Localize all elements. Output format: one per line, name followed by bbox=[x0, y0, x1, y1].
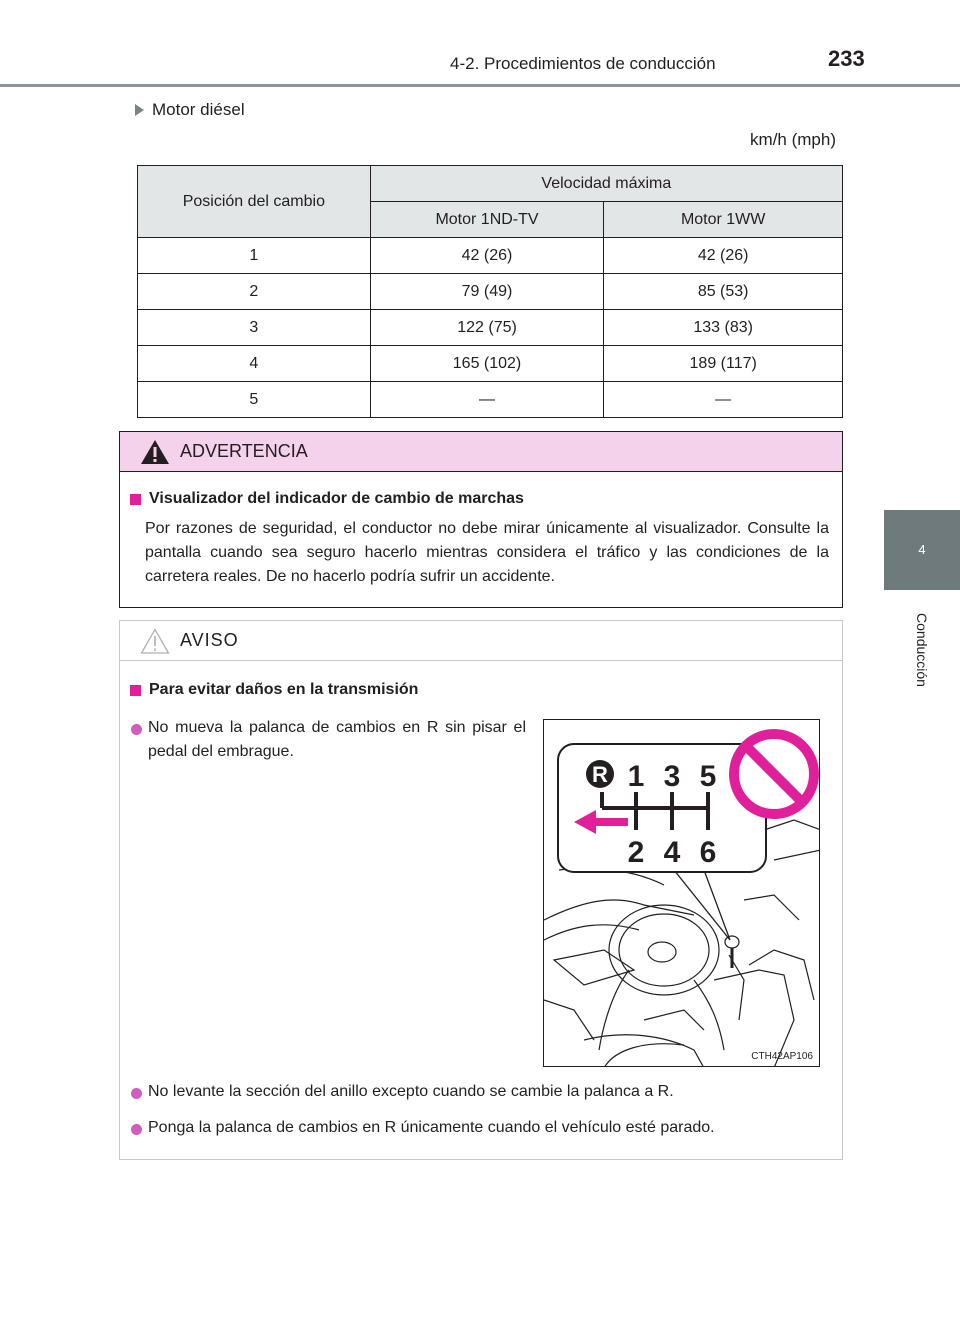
cell-engine-1: 122 (75) bbox=[370, 310, 604, 346]
gear-label-6: 6 bbox=[699, 836, 717, 869]
cell-engine-2: 42 (26) bbox=[604, 238, 843, 274]
notice-title: AVISO bbox=[180, 630, 239, 650]
circle-bullet-icon bbox=[131, 724, 142, 735]
section-title: 4-2. Procedimientos de conducción bbox=[450, 54, 716, 73]
table-header-row bbox=[138, 166, 843, 202]
gear-label-2: 2 bbox=[627, 836, 645, 869]
unit-label: km/h (mph) bbox=[750, 130, 836, 149]
header-max-speed: Velocidad máxima bbox=[370, 166, 842, 202]
gearshift-illustration bbox=[543, 719, 820, 1067]
subheading bbox=[135, 100, 245, 120]
chapter-label-text: Conducción bbox=[914, 613, 930, 687]
header-divider bbox=[0, 84, 960, 87]
circle-bullet-icon bbox=[131, 1088, 142, 1099]
warning-triangle-icon bbox=[140, 439, 170, 465]
table-row bbox=[138, 346, 843, 382]
header-engine-2: Motor 1WW bbox=[604, 202, 843, 238]
header-gear: Posición del cambio bbox=[138, 166, 371, 238]
gear-label-4: 4 bbox=[663, 836, 681, 869]
cell-gear: 1 bbox=[138, 238, 371, 274]
gear-label-r: R bbox=[592, 762, 608, 787]
table-row bbox=[138, 310, 843, 346]
notice-bullet-2: No levante la sección del anillo excepto cuando se cambie la palanca a R. bbox=[148, 1083, 674, 1100]
circle-bullet-icon bbox=[131, 1124, 142, 1135]
subheading-text: Motor diésel bbox=[152, 100, 245, 119]
chapter-label bbox=[872, 600, 960, 700]
notice-heading bbox=[130, 681, 418, 699]
table-row bbox=[138, 382, 843, 418]
chapter-number: 4 bbox=[918, 542, 926, 557]
gear-label-3: 3 bbox=[663, 760, 681, 793]
prohibited-icon bbox=[734, 734, 814, 814]
warning-heading bbox=[130, 490, 524, 508]
warning-heading-text: Visualizador del indicador de cambio de marchas bbox=[149, 490, 524, 507]
square-bullet-icon bbox=[130, 685, 141, 696]
header-engine-1: Motor 1ND-TV bbox=[370, 202, 604, 238]
notice-bullet-1: No mueva la palanca de cambios en R sin pisar el pedal del embrague. bbox=[148, 719, 526, 760]
page-number: 233 bbox=[828, 46, 865, 71]
warning-header bbox=[120, 432, 842, 472]
cell-engine-1: 42 (26) bbox=[370, 238, 604, 274]
cell-gear: 4 bbox=[138, 346, 371, 382]
caution-triangle-icon bbox=[140, 628, 170, 654]
warning-text: Por razones de seguridad, el conductor no debe mirar únicamente al visualizador. Consulte la pantalla cuando sea seguro hacerlo mientras considera el tráfico y las condiciones de la carretera reales. De no hacerlo podría sufrir un accidente. bbox=[145, 520, 829, 585]
warning-title: ADVERTENCIA bbox=[180, 441, 308, 461]
cell-engine-1: 165 (102) bbox=[370, 346, 604, 382]
cell-engine-2: 189 (117) bbox=[604, 346, 843, 382]
cell-gear: 5 bbox=[138, 382, 371, 418]
cell-engine-2: 85 (53) bbox=[604, 274, 843, 310]
table-row bbox=[138, 274, 843, 310]
figure-code: CTH42AP106 bbox=[751, 1051, 813, 1062]
notice-heading-text: Para evitar daños en la transmisión bbox=[149, 681, 419, 698]
gear-label-5: 5 bbox=[699, 760, 717, 793]
cell-gear: 3 bbox=[138, 310, 371, 346]
cell-engine-2: — bbox=[604, 382, 843, 418]
max-speed-table bbox=[137, 165, 843, 418]
notice-header bbox=[120, 621, 842, 661]
cell-engine-1: — bbox=[370, 382, 604, 418]
notice-bullet-3: Ponga la palanca de cambios en R únicamente cuando el vehículo esté parado. bbox=[148, 1119, 715, 1136]
gear-label-1: 1 bbox=[627, 760, 645, 793]
warning-box bbox=[119, 431, 843, 608]
cell-gear: 2 bbox=[138, 274, 371, 310]
cell-engine-2: 133 (83) bbox=[604, 310, 843, 346]
chapter-tab bbox=[884, 510, 960, 590]
cell-engine-1: 79 (49) bbox=[370, 274, 604, 310]
driver-cabin-drawing bbox=[544, 720, 820, 1067]
table-row bbox=[138, 238, 843, 274]
triangle-bullet-icon bbox=[135, 104, 144, 116]
square-bullet-icon bbox=[130, 494, 141, 505]
